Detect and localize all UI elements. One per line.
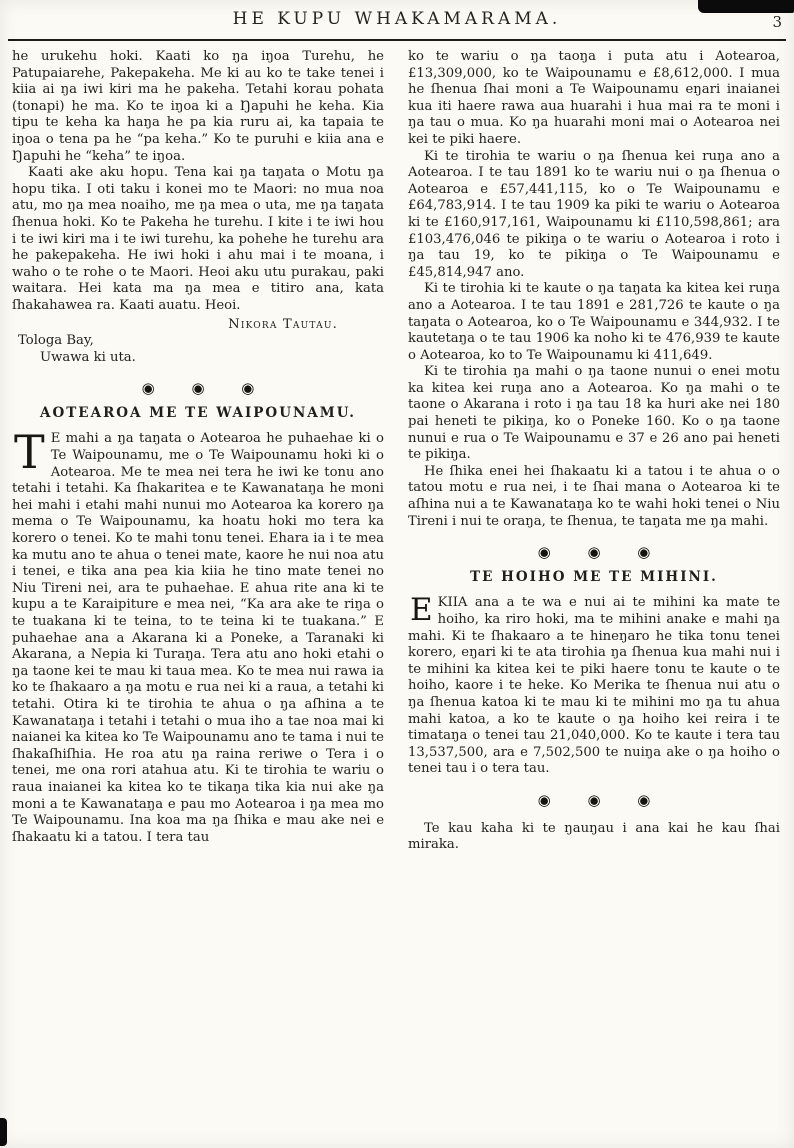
scan-artifact-bottom-left (0, 1118, 7, 1146)
page-number: 3 (772, 13, 782, 31)
author-signature: Nikora Tautau. (228, 316, 338, 332)
signature-address-line: Tologa Bay, (18, 333, 94, 349)
rosette-ornament-row: ◉ ◉ ◉ (537, 790, 651, 809)
paragraph: Te kau kaha ki te ŋauŋau i ana kai he kau ſhai miraka. (408, 820, 780, 853)
drop-cap: E (410, 592, 433, 629)
right-column (408, 49, 780, 854)
signature-address-line: Uwawa ki uta. (40, 349, 136, 365)
paragraph: Kaati ake aku hopu. Tena kai ŋa taŋata o Motu ŋa hopu tika. I oti taku i konei mo te Maori: no mua noa atu, mo ŋa mea noaiho, me ŋa mea o uta, me ŋa taŋata ſhenua hoki. Ko te Pakeha he turehu. I kite i te iwi hou i te iwi kiri ma i te iwi turehu, ka pohehe he turehu ara he pakepakeha. He iwi hoki i ahu mai i te moana, i waho o te rohe o te Maori. Heoi aku utu purakau, paki waitara. Hei kata ma ŋa mea e titiro ana, kata ſhakahawea ra. Kaati auatu. Heoi. (12, 165, 384, 313)
page-header (0, 0, 794, 35)
rosette-ornament-row: ◉ ◉ ◉ (537, 543, 651, 562)
drop-cap: T (14, 425, 45, 480)
paragraph: Ki te tirohia te wariu o ŋa ſhenua kei ruŋa ano a Aotearoa. I te tau 1891 ko te wariu nui o ŋa ſhenua o Aotearoa e £57,441,115, ko o Te Waipounamu e £64,783,914. I te tau 1909 ka piki te wariu o Aotearoa ki te £160,917,161, Waipounamu ki £110,598,861; ara £103,476,046 te pikiŋa o te wariu o Aotearoa i roto i ŋa tau 19, ko te pikiŋa o Te Waipounamu e £45,814,947 ano. (408, 148, 780, 280)
article-heading: TE HOIHO ME TE MIHINI. (470, 568, 718, 585)
paragraph: Ki te tirohia ŋa mahi o ŋa taone nunui o enei motu ka kitea kei ruŋa ano a Aotearoa. Ko ŋa mahi o te taone o Akarana i roto i ŋa tau 18 ka huri ake nei 180 pai heneti te pikiŋa, ko o Poneke 160. Ko o ŋa taone nunui e rua o Te Waipounamu e 37 e 26 ano pai heneti te pikiŋa. (408, 364, 780, 463)
paragraph: he urukehu hoki. Kaati ko ŋa iŋoa Turehu, he Patupaiarehe, Pakepakeha. Me ki au ko te take tenei i kiia ai ŋa iwi kiri ma he pakeha. Tetahi korau pohata (tonapi) he ma. Ko te iŋoa ki a Ŋapuhi he keha. Kia tipu te keha ka haŋa he pa kia ruru ai, ka tapaia te iŋoa o tena pa he “pa keha.” Ko te puruhi e kiia ana e Ŋapuhi he “keha” te iŋoa. (12, 49, 384, 164)
article-body-text: KIIA ana a te wa e nui ai te mihini ka mate te hoiho, ka riro hoki, ma te mihini anake e mahi ŋa mahi. Ki te ſhakaaro a te hineŋaro he tika tonu tenei korero, eŋari ki te ata tirohia ŋa ſhenua kua mahi nui i te mihini ka kitea kei te piki haere tonu te kaute o te hoiho, kaore i te heke. Ko Merika te ſhenua nui atu o ŋa ſhenua katoa ki te mau ki te mihini mo ŋa tu ahua mahi katoa, a ko te kaute o ŋa hoiho kei reira i te timataŋa o tenei tau 21,040,000. Ko te kaute i tera tau 13,537,500, ara e 7,502,500 te nuiŋa ake o ŋa hoiho o tenei tau i o tera tau. (408, 595, 780, 777)
article-heading: AOTEAROA ME TE WAIPOUNAMU. (40, 404, 356, 421)
article-body-text: E mahi a ŋa taŋata o Aotearoa he puhaehae ki o Te Waipounamu, me o Te Waipounamu hoki ki o Aotearoa. Me te mea nei tera he iwi ke tonu ano tetahi i tetahi. Ka ſhakaritea e te Kawanataŋa he moni hei mahi i etahi mahi nunui mo Aotearoa ka korero ŋa mema o Te Waipounamu, ka hoatu hoki mo tera ka korero o tenei. Ko te mahi tonu tenei. Ehara ia i te mea ka mutu ano te ahua o tenei mate, kaore he nui noa atu i tenei, e tika ana pea kia kiia he tino mate tenei no Niu Tireni nei, ara te puhaehae. E ahua rite ana ki te kupu a te Karaipiture e mea nei, “Ka ara ake te riŋa o te tuakana ki te teina, to te teina ki te tuakana.” E puhaehae ana a Akarana ki a Poneke, a Taranaki ki Akarana, a Nepia ki Turaŋa. Tera atu ano hoki etahi o ŋa taone kei te mau ki taua mea. Ko te mea nui rawa ia ko te ſhakaaro a ŋa motu e rua nei ki a raua, a tetahi ki tetahi. Otira ki te tirohia te ahua o ŋa aſhina a te Kawanataŋa i tetahi i tetahi o mua iho a tae noa mai ki naianei ka kitea ko Te Waipounamu ano te tama i nui te ſhakaſhiſhia. He roa atu ŋa raina reriwe o Tera i o tenei, me ona rori atahua atu. Ki te tirohia te wariu o raua inaianei ka kitea ko te tikaŋa tika kia nui ake ŋa moni a te Kawanataŋa e pau mo Aotearoa i ŋa mea mo Te Waipounamu. Ina koa ma ŋa ſhika e mau ake nei e ſhakaatu ki a tatou. I tera tau (12, 431, 384, 845)
masthead-title: HE KUPU WHAKAMARAMA. (232, 9, 562, 29)
page-columns (0, 41, 794, 854)
article-body (408, 592, 780, 778)
article-body (12, 425, 384, 846)
paragraph: He ſhika enei hei ſhakaatu ki a tatou i te ahua o o tatou motu e rua nei, i te ſhai mana o Aotearoa ki te aſhina nui a te Kawanataŋa ko te wahi hoki tenei o Niu Tireni i nui te oraŋa, te ſhenua, te taŋata me ŋa mahi. (408, 463, 780, 529)
rosette-ornament-row: ◉ ◉ ◉ (141, 379, 255, 398)
paragraph: Ki te tirohia ki te kaute o ŋa taŋata ka kitea kei ruŋa ano a Aotearoa. I te tau 1891 e 281,726 te kaute o ŋa taŋata o Aotearoa, ko o Te Waipounamu e 344,932. I te kautetaŋa o te tau 1906 ka noho ki te 476,939 te kaute o Aotearoa, ko to Te Waipounamu ki 411,649. (408, 281, 780, 363)
paragraph: ko te wariu o ŋa taoŋa i puta atu i Aotearoa, £13,309,000, ko te Waipounamu e £8,612,000. I mua he ſhenua ſhai moni a Te Waipounamu eŋari inaianei kua iti haere rawa aua huarahi i hua mai ra te moni i ŋa tau o mua. Ko ŋa huarahi moni mai o Aotearoa nei kei te piki haere. (408, 49, 780, 147)
left-column (12, 49, 384, 854)
